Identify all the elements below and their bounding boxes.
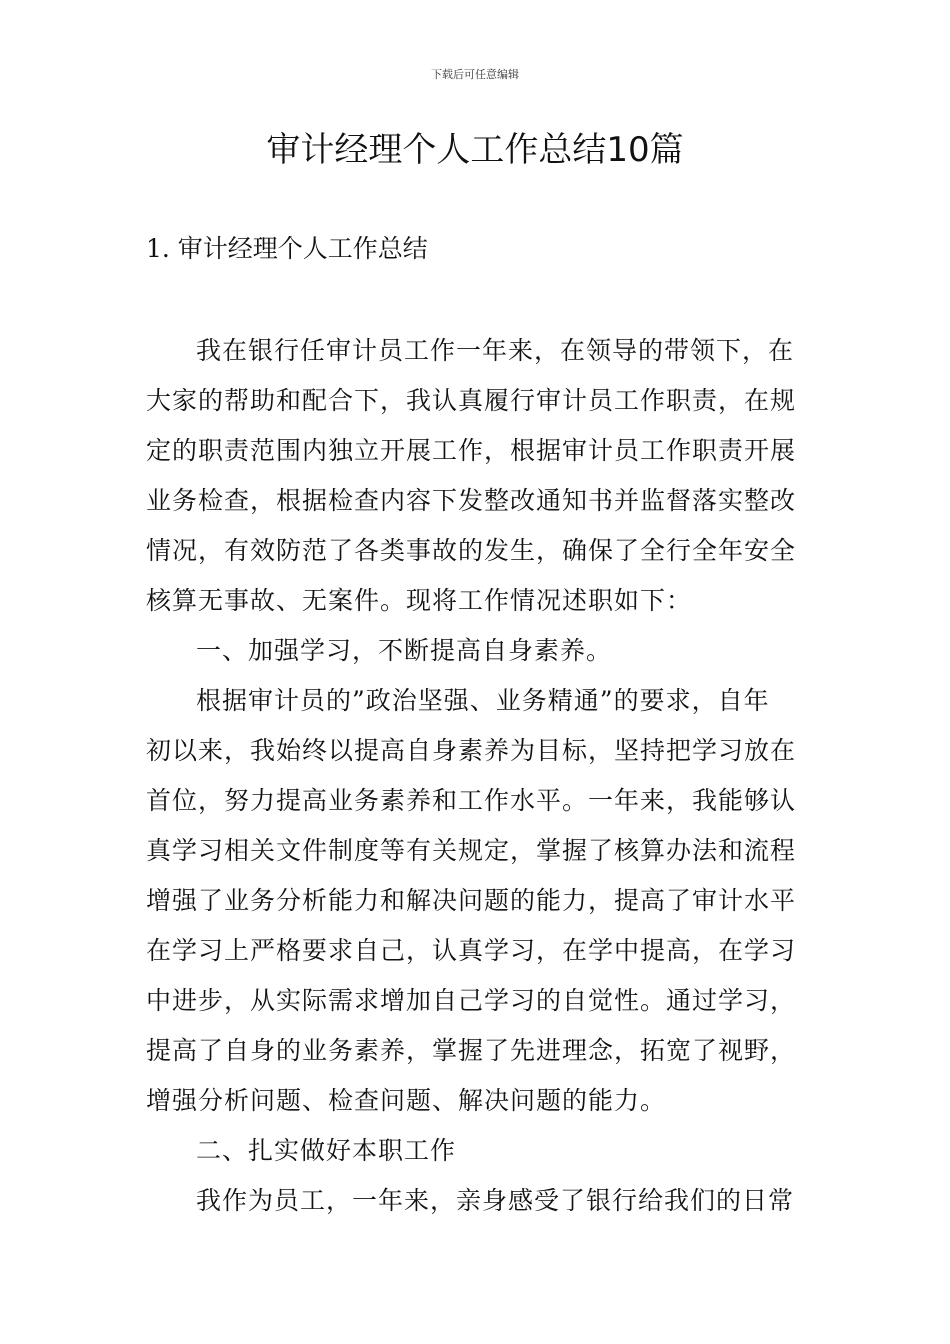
document-body [146,326,806,1226]
text-line: 二、扎实做好本职工作 [196,1136,457,1165]
text-line: 真学习相关文件制度等有关规定，掌握了核算办法和流程 [146,836,797,865]
section-heading: 1. 审计经理个人工作总结 [146,234,428,263]
text-line: 一、加强学习，不断提高自身素养。 [196,636,613,665]
text-line: 业务检查，根据检查内容下发整改通知书并监督落实整改 [146,486,797,515]
text-line: 中进步，从实际需求增加自己学习的自觉性。通过学习， [146,986,797,1015]
text-line: 我在银行任审计员工作一年来，在领导的带领下，在 [196,336,795,365]
subheading-one [146,626,806,676]
text-line: 在学习上严格要求自己，认真学习，在学中提高，在学习 [146,936,797,965]
text-line: 首位，努力提高业务素养和工作水平。一年来，我能够认 [146,786,797,815]
document-title: 审计经理个人工作总结10篇 [266,130,684,170]
text-line: 定的职责范围内独立开展工作，根据审计员工作职责开展 [146,436,797,465]
text-line: 初以来，我始终以提高自身素养为目标，坚持把学习放在 [146,736,797,765]
paragraph-study [146,676,806,1126]
subheading-two [146,1126,806,1176]
header-note: 下载后可任意编辑 [431,68,519,81]
text-line: 提高了自身的业务素养，掌握了先进理念，拓宽了视野， [146,1036,797,1065]
text-line: 我作为员工，一年来，亲身感受了银行给我们的日常 [196,1186,795,1215]
text-line: 情况，有效防范了各类事故的发生，确保了全行全年安全 [146,536,797,565]
text-line: 核算无事故、无案件。现将工作情况述职如下： [146,586,693,615]
paragraph-intro [146,326,806,626]
text-line: 大家的帮助和配合下，我认真履行审计员工作职责，在规 [146,386,797,415]
text-line: 根据审计员的”政治坚强、业务精通”的要求，自年 [196,686,770,715]
text-line: 增强分析问题、检查问题、解决问题的能力。 [146,1086,667,1115]
paragraph-duty [146,1176,806,1226]
text-line: 增强了业务分析能力和解决问题的能力，提高了审计水平 [146,886,797,915]
